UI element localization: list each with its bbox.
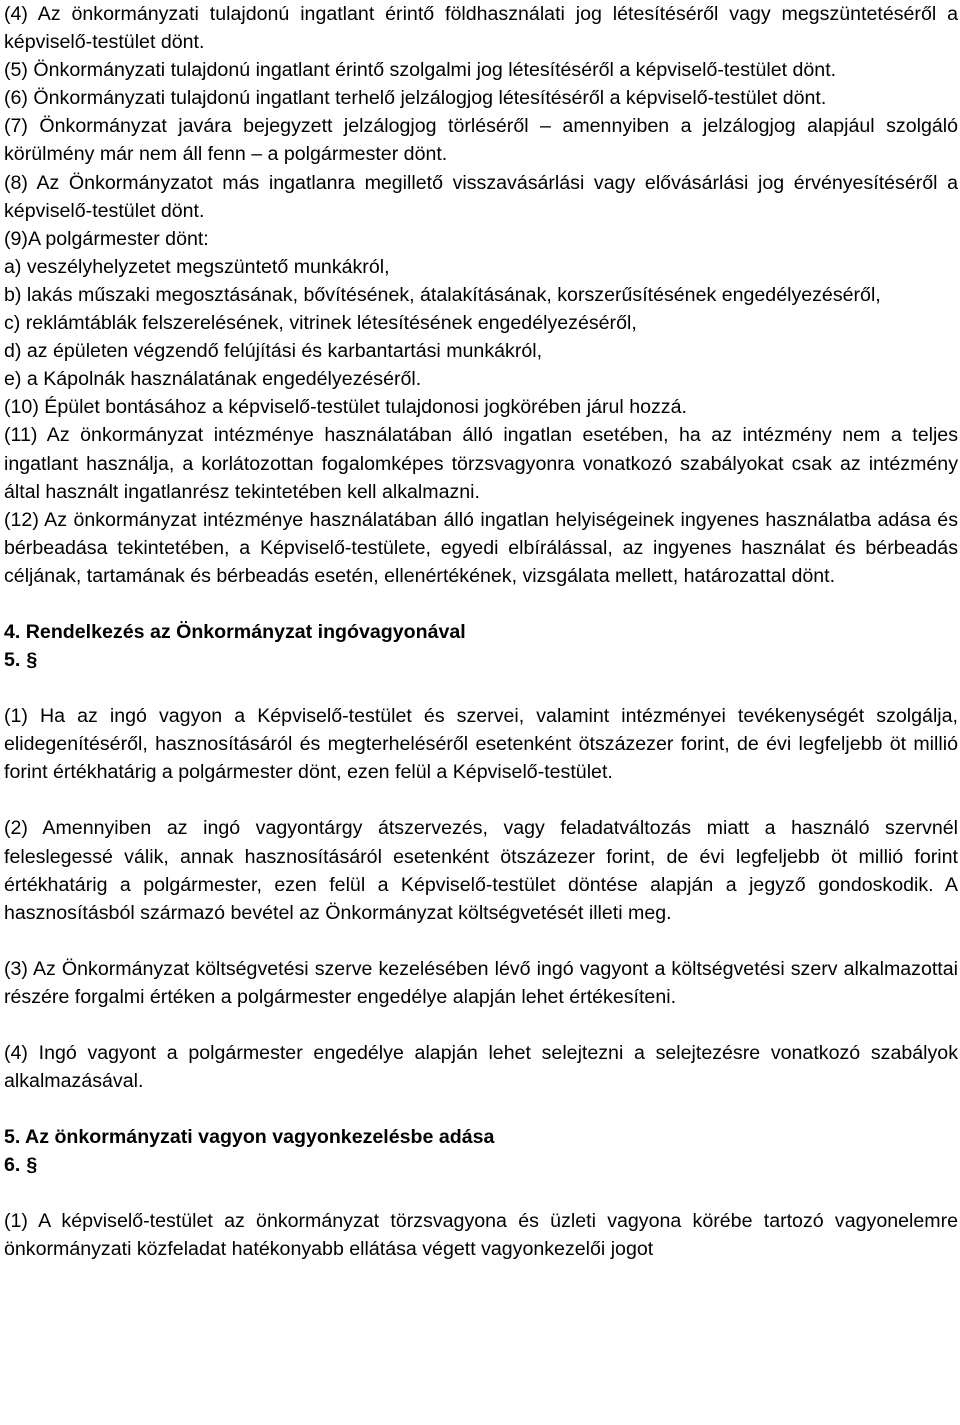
section-5-paragraph-number	[4, 1151, 958, 1179]
list-item-c: c) reklámtáblák felszerelésének, vitrinek létesítésének engedélyezéséről,	[4, 312, 637, 335]
spacer	[4, 674, 958, 702]
paragraph-11: (11) Az önkormányzat intézménye használatában álló ingatlan esetében, ha az intézmény nem a teljes ingatlant használja, a korlátozottan fogalomképes törzsvagyonra vonatkozó szabályokat csak az intézmény által használt ingatlanrész tekintetében kell alkalmazni.	[4, 424, 958, 503]
paragraph-8: (8) Az Önkormányzatot más ingatlanra megillető visszavásárlási vagy elővásárlási jog érvényesítéséről a képviselő-testület dönt.	[4, 171, 958, 222]
spacer	[4, 1095, 958, 1123]
list-item-e: e) a Kápolnák használatának engedélyezéséről.	[4, 368, 422, 391]
spacer	[4, 786, 958, 814]
paragraph-4: (4) Az önkormányzati tulajdonú ingatlant érintő földhasználati jog létesítéséről vagy megszüntetéséről a képviselő-testület dönt.	[4, 3, 958, 54]
paragraph-number: 5.	[4, 649, 21, 672]
list-item-a: a) veszélyhelyzetet megszüntető munkákról,	[4, 255, 390, 278]
section-4-paragraph-3: (3) Az Önkormányzat költségvetési szerve kezelésében lévő ingó vagyont a költségvetési szerv alkalmazottai részére forgalmi értéken a polgármester engedélye alapján lehet értékesíteni.	[4, 957, 958, 1008]
section-4-paragraph-number	[4, 646, 958, 674]
section-4-paragraph-1: (1) Ha az ingó vagyon a Képviselő-testület és szervei, valamint intézményei tevékenységét szolgálja, elidegenítéséről, hasznosításáról és megterheléséről esetenként ötszázezer forint, de évi legfeljebb öt millió forint értékhatárig a polgármester dönt, ezen felül a Képviselő-testület.	[4, 705, 958, 784]
list-item-b: b) lakás műszaki megosztásának, bővítésének, átalakításának, korszerűsítésének engedélyezéséről,	[4, 283, 881, 306]
section-4-title: 4. Rendelkezés az Önkormányzat ingóvagyonával	[4, 620, 466, 643]
spacer	[4, 590, 958, 618]
section-5-paragraph-1: (1) A képviselő-testület az önkormányzat törzsvagyona és üzleti vagyona körébe tartozó vagyonelemre önkormányzati közfeladat hatékonyabb ellátása végett vagyonkezelői jogot	[4, 1210, 958, 1261]
spacer	[4, 1179, 958, 1207]
paragraph-7: (7) Önkormányzat javára bejegyzett jelzálogjog törléséről ‒ amennyiben a jelzálogjog alapjául szolgáló körülmény már nem áll fenn ‒ a polgármester dönt.	[4, 115, 958, 166]
document-page	[4, 0, 958, 1264]
section-sign: §	[26, 649, 38, 672]
spacer	[4, 1011, 958, 1039]
paragraph-number: 6.	[4, 1154, 21, 1177]
paragraph-6: (6) Önkormányzati tulajdonú ingatlant terhelő jelzálogjog létesítéséről a képviselő-testület dönt.	[4, 87, 827, 110]
section-4-paragraph-4: (4) Ingó vagyont a polgármester engedélye alapján lehet selejtezni a selejtezésre vonatkozó szabályok alkalmazásával.	[4, 1042, 958, 1093]
paragraph-10: (10) Épület bontásához a képviselő-testület tulajdonosi jogkörében járul hozzá.	[4, 396, 687, 419]
section-4-paragraph-2: (2) Amennyiben az ingó vagyontárgy átszervezés, vagy feladatváltozás miatt a használó szervnél feleslegessé válik, annak hasznosításáról esetenként ötszázezer forint, de évi legfeljebb öt millió forint értékhatárig a polgármester, ezen felül a Képviselő-testület döntése alapján a jegyző gondoskodik. A hasznosításból származó bevétel az Önkormányzat költségvetését illeti meg.	[4, 817, 958, 924]
section-sign: §	[26, 1154, 38, 1177]
paragraph-5: (5) Önkormányzati tulajdonú ingatlant érintő szolgalmi jog létesítéséről a képviselő-testület dönt.	[4, 59, 837, 82]
section-5-title: 5. Az önkormányzati vagyon vagyonkezelésbe adása	[4, 1126, 495, 1149]
paragraph-9-intro: (9)A polgármester dönt:	[4, 227, 209, 250]
list-item-d: d) az épületen végzendő felújítási és karbantartási munkákról,	[4, 340, 543, 363]
paragraph-12: (12) Az önkormányzat intézménye használatában álló ingatlan helyiségeinek ingyenes használatba adása és bérbeadása tekintetében, a Képviselő-testülete, egyedi elbírálással, az ingyenes használat és bérbeadás céljának, tartamának és bérbeadás esetén, ellenértékének, vizsgálata mellett, határozattal dönt.	[4, 508, 958, 587]
spacer	[4, 927, 958, 955]
